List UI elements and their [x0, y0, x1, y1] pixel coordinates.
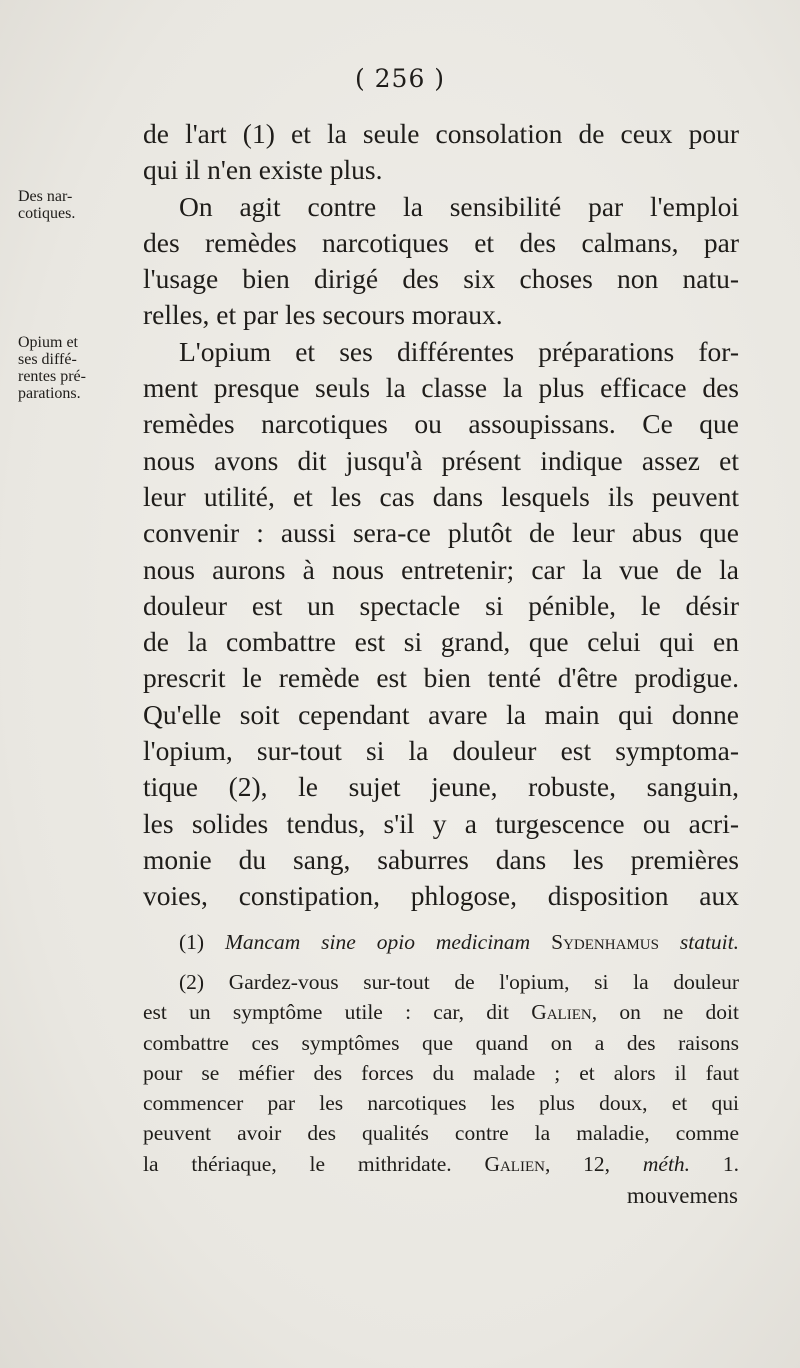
text-line: de l'art (1) et la seule consolation de ceux pour [143, 118, 739, 149]
text-line: les solides tendus, s'il y a turgescence ou acri- [143, 807, 739, 839]
author-name: Galien [531, 1000, 592, 1025]
text-line: monie du sang, saburres dans les premières [143, 843, 739, 875]
footnote-2 [143, 967, 739, 1179]
margin-note-text: Des nar- cotiques. [18, 188, 76, 222]
margin-note-narcotiques [18, 188, 140, 222]
footnote-text: est un symptôme utile : car, dit [143, 1000, 509, 1025]
text-line: ment presque seuls la classe la plus efficace des [143, 372, 739, 404]
author-name: Sydenhamus [551, 930, 659, 954]
footnote-line: (2) Gardez-vous sur-tout de l'opium, si la douleur [179, 970, 739, 994]
footnote-quote: Mancam sine opio medicinam [225, 930, 552, 954]
footnote-ref-italic: méth. [642, 1151, 691, 1176]
text-line: prescrit le remède est bien tenté d'être prodigue. [143, 662, 739, 694]
footnote-quote-end: statuit. [658, 930, 740, 954]
page-number: ( 256 ) [354, 64, 446, 93]
footnote-line: peuvent avoir des qualités contre la maladie, comme [143, 1121, 739, 1146]
margin-note-text: Opium et ses diffé- rentes pré- parations. [18, 334, 86, 402]
text-line: des remèdes narcotiques et des calmans, par [143, 226, 739, 258]
footnote-line [143, 1149, 739, 1179]
text-line: l'usage bien dirigé des six choses non natu- [143, 263, 739, 295]
footnote-line: pour se méfier des forces du malade ; et alors il faut [143, 1060, 739, 1085]
footnote-text: , on ne doit [591, 1000, 740, 1025]
main-text [143, 116, 739, 915]
text-line: On agit contre la sensibilité par l'emploi [179, 190, 739, 222]
catchword: mouvemens [626, 1183, 738, 1208]
footnote-line: commencer par les narcotiques les plus doux, et qui [143, 1091, 739, 1116]
text-line: leur utilité, et les cas dans lesquels ils peuvent [143, 480, 739, 512]
footnote-line [143, 997, 739, 1027]
footnote-mark: (1) [179, 930, 225, 954]
footnote-line [143, 927, 739, 957]
text-line: de la combattre est si grand, que celui qui en [143, 626, 739, 658]
text-line: l'opium, sur-tout si la douleur est symptoma- [143, 735, 739, 767]
text-line: relles, et par les secours moraux. [143, 299, 503, 331]
text-line: voies, constipation, phlogose, disposition aux [143, 880, 739, 912]
text-line: nous aurons à nous entretenir; car la vue de la [143, 553, 739, 585]
text-line: remèdes narcotiques ou assoupissans. Ce que [143, 408, 739, 440]
text-line: L'opium et ses différentes préparations for- [179, 335, 739, 367]
text-line: nous avons dit jusqu'à présent indique assez et [143, 444, 739, 476]
footnote-line: combattre ces symptômes que quand on a des raisons [143, 1030, 739, 1055]
text-line: douleur est un spectacle si pénible, le désir [143, 589, 739, 621]
text-line: tique (2), le sujet jeune, robuste, sanguin, [143, 771, 739, 803]
text-line: convenir : aussi sera-ce plutôt de leur abus que [143, 517, 739, 549]
footnote-ref-end: 1. [690, 1151, 739, 1176]
margin-note-opium [18, 334, 140, 402]
footnote-text: la thériaque, le mithridate. [143, 1151, 452, 1176]
author-name: Galien [484, 1151, 545, 1176]
footnote-1 [143, 927, 739, 957]
footnote-ref: , 12, [544, 1151, 643, 1176]
text-line: Qu'elle soit cependant avare la main qui donne [143, 698, 739, 730]
text-line: qui il n'en existe plus. [143, 154, 383, 186]
